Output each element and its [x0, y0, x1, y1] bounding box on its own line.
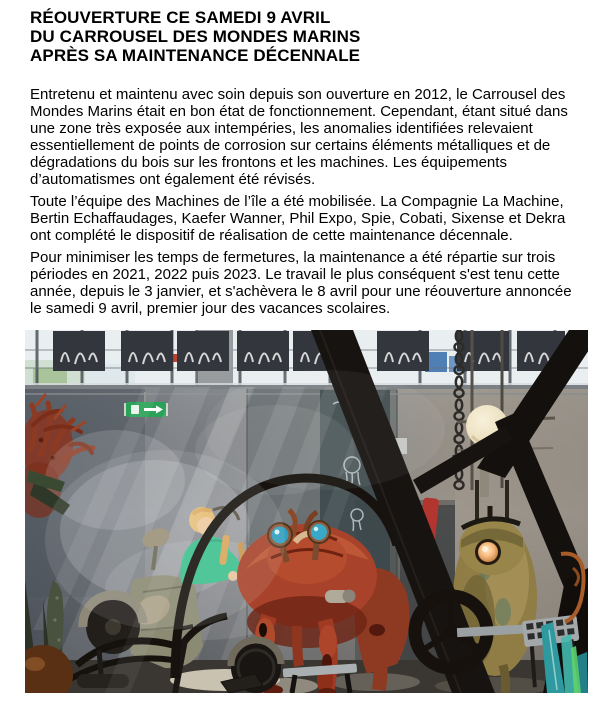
- carousel-photo: [25, 330, 588, 693]
- title-line-3: APRÈS SA MAINTENANCE DÉCENNALE: [30, 46, 361, 65]
- paragraph-schedule: Pour minimiser les temps de fermetures, la maintenance a été répartie sur trois périodes en 2021, 2022 puis 2023. Le travail le plus conséquent s'est tenu cette année, depuis le 3 janvier, et s'achèvera le 8 avril pour une réouverture annoncée le samedi 9 avril, premier jour des vacances scolaires.: [30, 249, 572, 317]
- article-title: [30, 8, 583, 65]
- paragraph-team: Toute l’équipe des Machines de l’île a été mobilisée. La Compagnie La Machine, Bertin Echaffaudages, Kaefer Wanner, Phil Expo, Spie, Cobati, Sixense et Dekra ont complété le dispositif de réalisation de cette maintenance décennale.: [30, 193, 566, 244]
- title-line-1: RÉOUVERTURE CE SAMEDI 9 AVRIL: [30, 8, 331, 27]
- title-line-2: DU CARROUSEL DES MONDES MARINS: [30, 27, 361, 46]
- paragraph-maintenance-state: Entretenu et maintenu avec soin depuis son ouverture en 2012, le Carrousel des Mondes Marins était en bon état de fonctionnement. Cependant, étant situé dans une zone très exposée aux intempéries, les anomalies identifiées relevaient essentiellement de points de corrosion sur certains éléments métalliques et de dégradations du bois sur les frontons et les machines. Les équipements d’automatismes ont également été révisés.: [30, 86, 568, 188]
